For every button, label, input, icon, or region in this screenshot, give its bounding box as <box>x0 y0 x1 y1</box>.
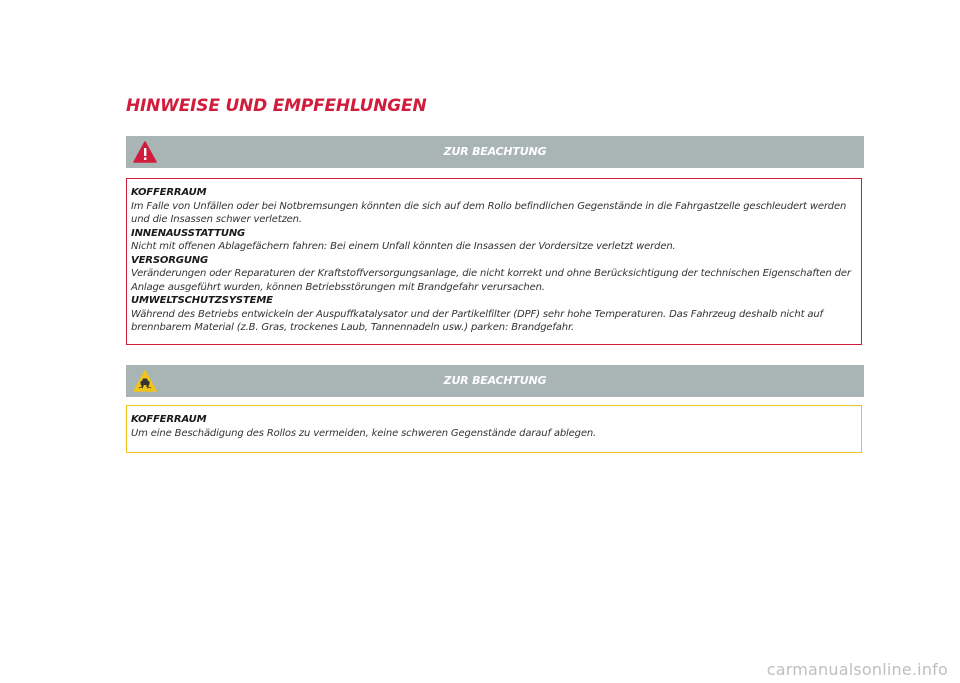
warning-header-yellow <box>126 365 864 397</box>
warning-body-red <box>126 178 862 345</box>
watermark: carmanualsonline.info <box>766 660 948 679</box>
section-heading: VERSORGUNG <box>131 254 209 266</box>
warning-header-label: ZUR BEACHTUNG <box>443 145 547 158</box>
section-text: Während des Betriebs entwickeln der Auspuffkatalysator und der Partikelfilter (DPF) sehr hohe Temperaturen. Das Fahrzeug deshalb nicht auf brennbarem Material (z.B. Gras, trockenes Laub, Tannennadeln usw.) parken: Brandgefahr. <box>131 308 823 333</box>
section-heading: KOFFERRAUM <box>131 414 207 425</box>
section-text: Nicht mit offenen Ablagefächern fahren: Bei einem Unfall könnten die Insassen der Vordersitze verletzt werden. <box>131 241 676 252</box>
section-text: Um eine Beschädigung des Rollos zu vermeiden, keine schweren Gegenstände darauf ablegen. <box>131 427 597 439</box>
warning-header-label: ZUR BEACHTUNG <box>443 374 547 387</box>
section-text: Veränderungen oder Reparaturen der Kraftstoffversorgungsanlage, die nicht korrekt und ohne Berücksichtigung der technischen Eigenschaften der Anlage ausgeführt wurden, können Betriebsstörungen mit Brandgefahr verursachen. <box>131 268 851 293</box>
warning-body-yellow <box>126 405 862 453</box>
section-heading: UMWELTSCHUTZSYSTEME <box>131 295 273 306</box>
section-heading: KOFFERRAUM <box>131 187 207 198</box>
section-text: Im Falle von Unfällen oder bei Notbremsungen könnten die sich auf dem Rollo befindlichen Gegenstände in die Fahrgastzelle geschleudert werden und die Insassen schwer verletzen. <box>131 200 847 225</box>
page-title: HINWEISE UND EMPFEHLUNGEN <box>126 96 427 116</box>
section-heading: INNENAUSSTATTUNG <box>131 227 246 239</box>
warning-header-red <box>126 136 864 168</box>
